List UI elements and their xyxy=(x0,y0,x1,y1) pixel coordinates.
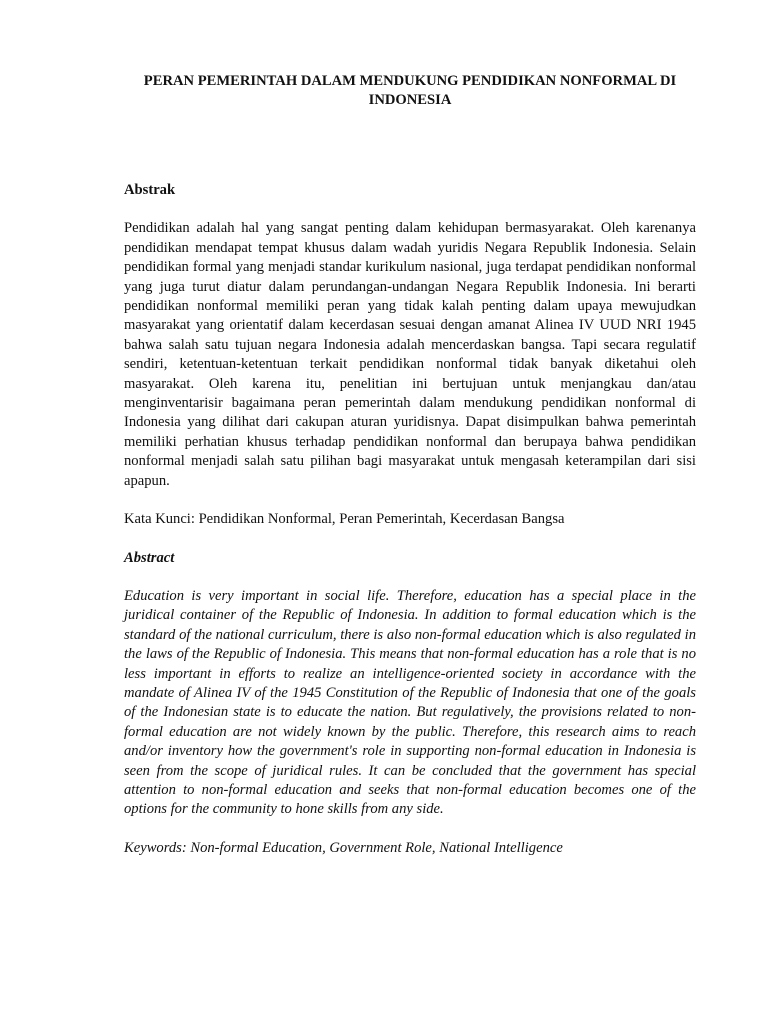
abstrak-body: Pendidikan adalah hal yang sangat penting dalam kehidupan bermasyarakat. Oleh karenanya pendidikan mendapat tempat khusus dalam wadah yuridis Negara Republik Indonesia. Selain pendidikan formal yang menjadi standar kurikulum nasional, juga terdapat pendidikan nonformal yang juga turut diatur dalam perundangan-undangan Negara Republik Indonesia. Ini berarti pendidikan nonformal memiliki peran yang tidak kalah penting dalam upaya mewujudkan masyarakat yang orientatif dalam kecerdasan sesuai dengan amanat Alinea IV UUD NRI 1945 bahwa salah satu tujuan negara Indonesia adalah mencerdaskan bangsa. Tapi secara regulatif sendiri, ketentuan-ketentuan terkait pendidikan nonformal tidak banyak diketahui oleh masyarakat. Oleh karena itu, penelitian ini bertujuan untuk menjangkau dan/atau menginventarisir bagaimana peran pemerintah dalam mendukung pendidikan nonformal di Indonesia yang dilihat dari cakupan aturan yuridisnya. Dapat disimpulkan bahwa pemerintah memiliki perhatian khusus terhadap pendidikan nonformal dan berupaya bahwa pendidikan nonformal menjadi salah satu pilihan bagi masyarakat untuk mengasah keterampilan dari sisi apapun. xyxy=(124,220,696,489)
abstrak-heading: Abstrak xyxy=(124,182,176,198)
abstract-heading: Abstract xyxy=(124,549,175,566)
document-page xyxy=(124,72,696,858)
abstrak-keywords: Kata Kunci: Pendidikan Nonformal, Peran Pemerintah, Kecerdasan Bangsa xyxy=(124,511,565,528)
document-title: PERAN PEMERINTAH DALAM MENDUKUNG PENDIDIKAN NONFORMAL DI INDONESIA xyxy=(143,73,677,108)
abstract-body: Education is very important in social life. Therefore, education has a special place in the juridical container of the Republic of Indonesia. In addition to formal education which is the standard of the national curriculum, there is also non-formal education which is also regulated in the laws of the Republic of Indonesia. This means that non-formal education has a role that is no less important in efforts to realize an intelligence-oriented society in accordance with the mandate of Alinea IV of the 1945 Constitution of the Republic of Indonesia that one of the goals of the Indonesian state is to educate the nation. But regulatively, the provisions related to non-formal education are not widely known by the public. Therefore, this research aims to reach and/or inventory how the government's role in supporting non-formal education in Indonesia is seen from the scope of juridical rules. It can be concluded that the government has special attention to non-formal education and seeks that non-formal education becomes one of the options for the community to hone skills from any side. xyxy=(124,587,696,818)
abstract-keywords: Keywords: Non-formal Education, Government Role, National Intelligence xyxy=(124,839,563,856)
